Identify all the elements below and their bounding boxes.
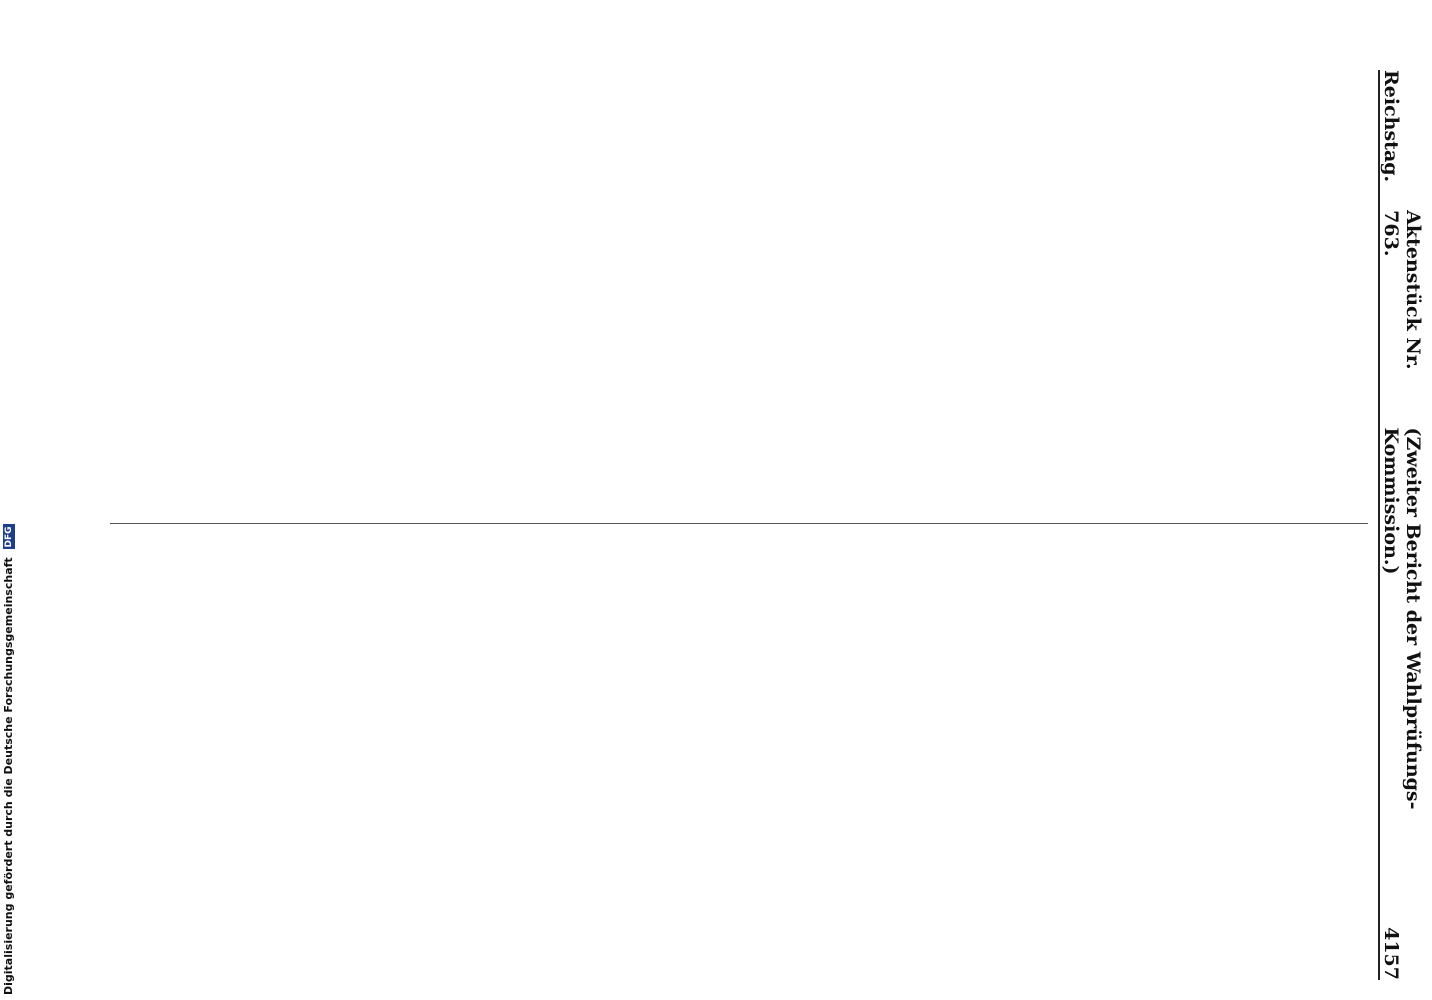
header-publication: Reichstag. [1380, 70, 1402, 183]
page-wrapper [100, 40, 1424, 1000]
newspaper-page [100, 40, 1424, 1000]
column-divider [110, 523, 1368, 524]
dfg-credit-text: Digitalisierung gefördert durch die Deutsche Forschungsgemeinschaft [2, 557, 15, 995]
dfg-credit [2, 524, 15, 995]
dfg-logo-icon: DFG [4, 526, 14, 548]
header-document-number: Aktenstück Nr. 763. [1380, 210, 1424, 370]
text-column-left [110, 70, 1368, 510]
credit-strip [0, 0, 22, 1000]
header-report-title: (Zweiter Bericht der Wahlprüfungs-Kommission.) [1380, 427, 1424, 810]
text-column-right [110, 540, 1368, 980]
page-number: 4157 [1380, 927, 1402, 980]
page-header [1378, 70, 1424, 980]
